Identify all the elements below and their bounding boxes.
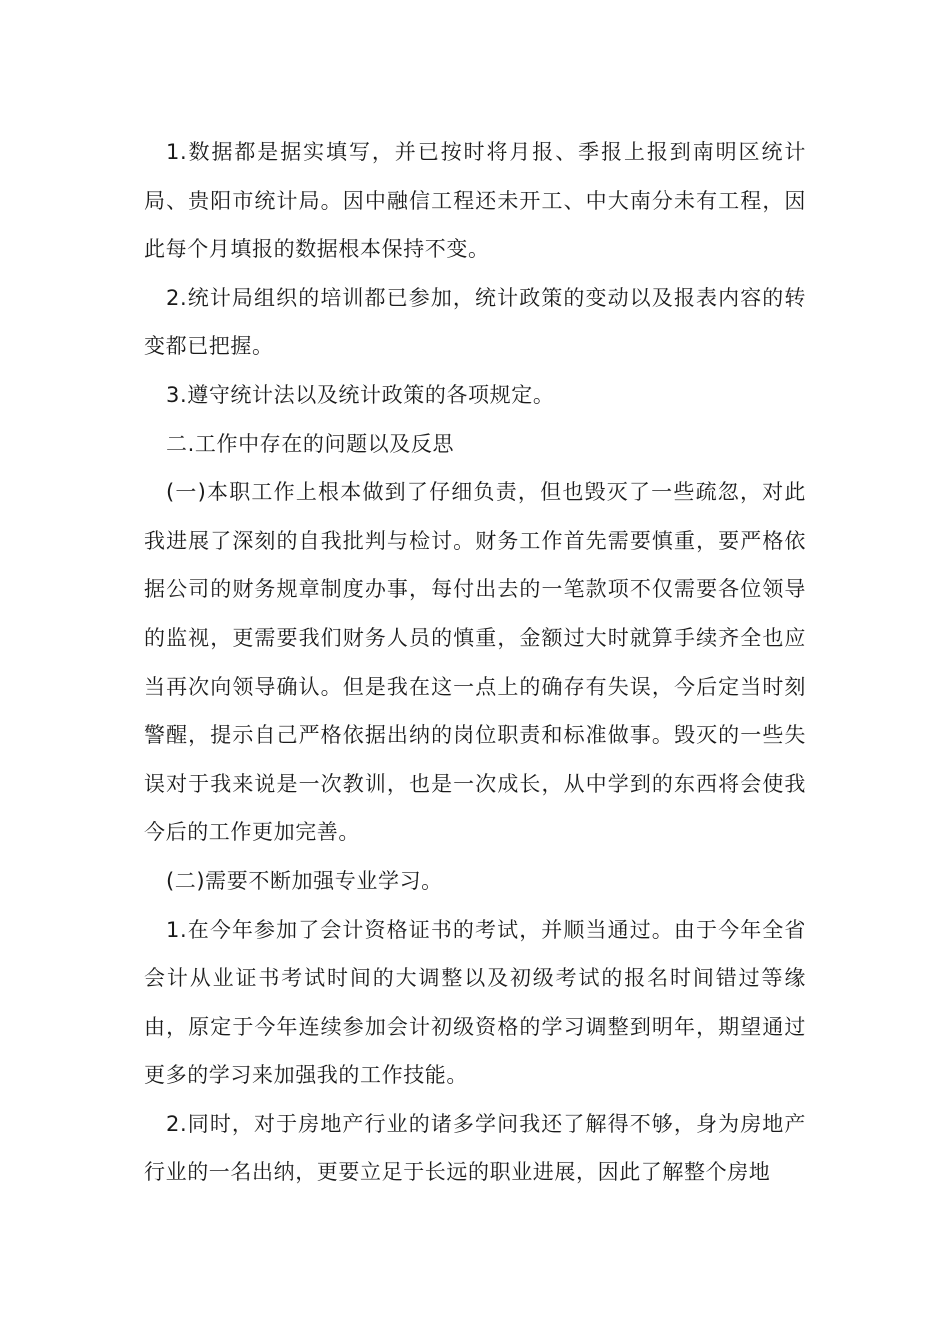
paragraph-accounting-exam: 1.在今年参加了会计资格证书的考试，并顺当通过。由于今年全省会计从业证书考试时间的大调整以及初级考试的报名时间错过等缘由，原定于今年连续参加会计初级资格的学习调整到明年，期望通过更多的学习来加强我的工作技能。 bbox=[144, 917, 806, 1088]
paragraph-real-estate-knowledge: 2.同时，对于房地产行业的诸多学问我还了解得不够，身为房地产行业的一名出纳，更要立足于长远的职业进展，因此了解整个房地 bbox=[144, 1111, 806, 1185]
subheading-professional-study: (二)需要不断加强专业学习。 bbox=[166, 868, 443, 893]
paragraph-responsibility: (一)本职工作上根本做到了仔细负责，但也毁灭了一些疏忽，对此我进展了深刻的自我批判与检讨。财务工作首先需要慎重，要严格依据公司的财务规章制度办事，每付出去的一笔款项不仅需要各位领导的监视，更需要我们财务人员的慎重，金额过大时就算手续齐全也应当再次向领导确认。但是我在这一点上的确存有失误，今后定当时刻警醒，提示自己严格依据出纳的岗位职责和标准做事。毁灭的一些失误对于我来说是一次教训，也是一次成长，从中学到的东西将会使我今后的工作更加完善。 bbox=[144, 480, 806, 845]
document-body bbox=[144, 128, 806, 1197]
section-heading-problems: 二.工作中存在的问题以及反思 bbox=[166, 431, 455, 456]
paragraph-statistics-reporting: 1.数据都是据实填写，并已按时将月报、季报上报到南明区统计局、贵阳市统计局。因中融信工程还未开工、中大南分未有工程，因此每个月填报的数据根本保持不变。 bbox=[144, 140, 806, 262]
paragraph-statistics-training: 2.统计局组织的培训都已参加，统计政策的变动以及报表内容的转变都已把握。 bbox=[144, 285, 806, 359]
paragraph-statistics-law: 3.遵守统计法以及统计政策的各项规定。 bbox=[166, 382, 555, 407]
